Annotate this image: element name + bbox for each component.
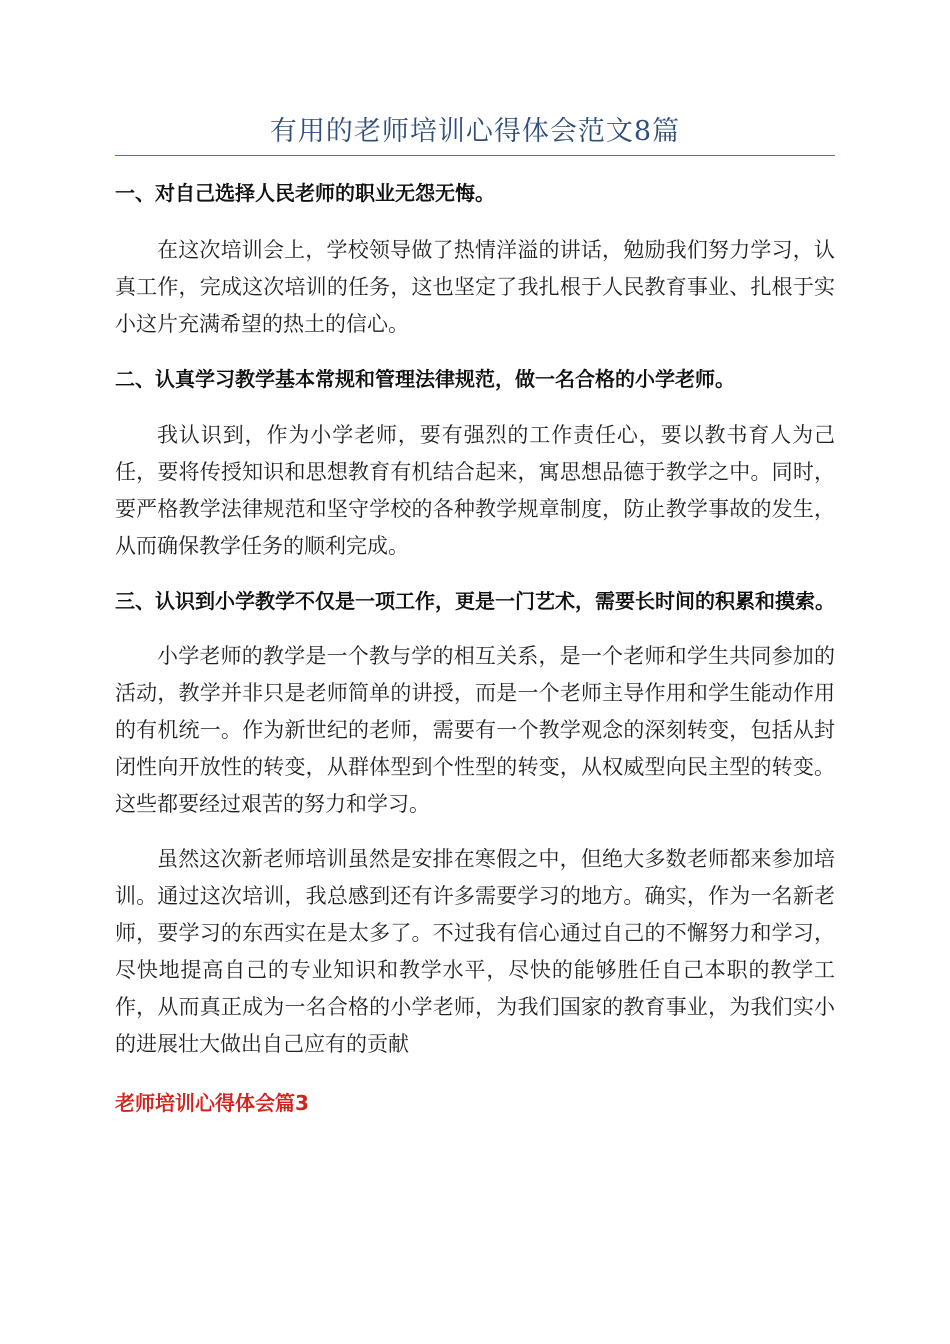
document-body	[115, 172, 835, 1142]
section-heading-3: 三、认识到小学教学不仅是一项工作，更是一门艺术，需要长时间的积累和摸索。	[115, 589, 835, 613]
next-section-heading: 老师培训心得体会篇3	[115, 1091, 309, 1115]
section-paragraph-2: 我认识到，作为小学老师，要有强烈的工作责任心，要以教书育人为己任，要将传授知识和思想教育有机结合起来，寓思想品德于教学之中。同时，要严格教学法律规范和坚守学校的各种教学规章制度，防止教学事故的发生，从而确保教学任务的顺利完成。	[115, 423, 835, 558]
document-title: 有用的老师培训心得体会范文8篇	[269, 116, 681, 147]
section-paragraph-3: 小学老师的教学是一个教与学的相互关系，是一个老师和学生共同参加的活动，教学并非只是老师简单的讲授，而是一个老师主导作用和学生能动作用的有机统一。作为新世纪的老师，需要有一个教学观念的深刻转变，包括从封闭性向开放性的转变，从群体型到个性型的转变，从权威型向民主型的转变。这些都要经过艰苦的努力和学习。	[115, 644, 835, 816]
section-heading-1: 一、对自己选择人民老师的职业无怨无悔。	[115, 181, 495, 205]
section-heading-2: 二、认真学习教学基本常规和管理法律规范，做一名合格的小学老师。	[115, 367, 735, 391]
section-paragraph-4: 虽然这次新老师培训虽然是安排在寒假之中，但绝大多数老师都来参加培训。通过这次培训，我总感到还有许多需要学习的地方。确实，作为一名新老师，要学习的东西实在是太多了。不过我有信心通过自己的不懈努力和学习，尽快地提高自己的专业知识和教学水平，尽快的能够胜任自己本职的教学工作，从而真正成为一名合格的小学老师，为我们国家的教育事业，为我们实小的进展壮大做出自己应有的贡献	[115, 847, 835, 1056]
title-underline	[115, 155, 835, 156]
section-paragraph-1: 在这次培训会上，学校领导做了热情洋溢的讲话，勉励我们努力学习，认真工作，完成这次培训的任务，这也坚定了我扎根于人民教育事业、扎根于实小这片充满希望的热土的信心。	[115, 238, 835, 336]
